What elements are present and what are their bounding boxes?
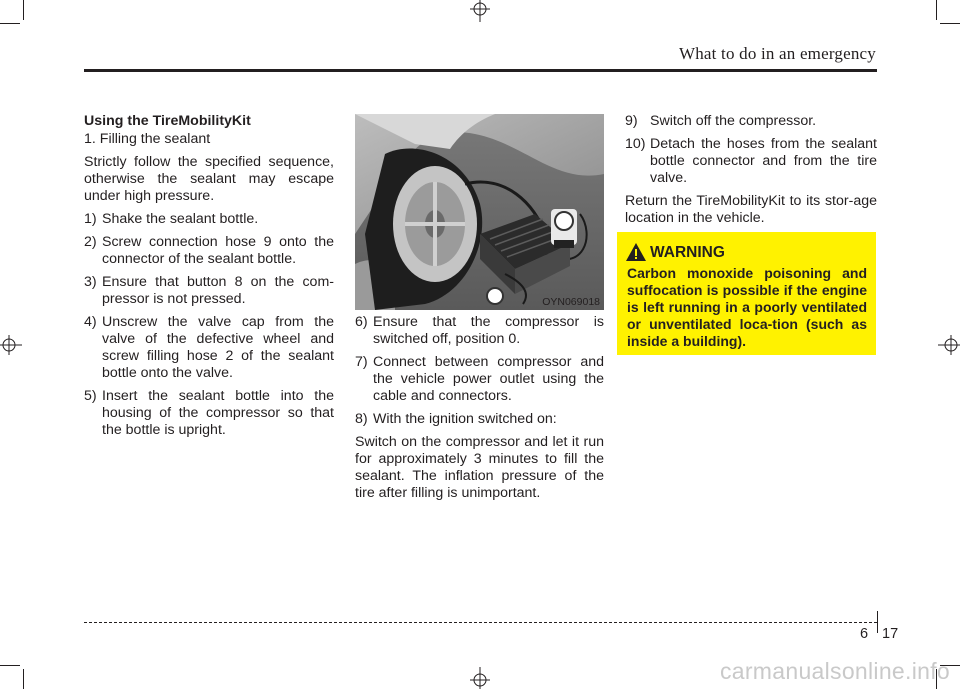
- list-number: 6): [355, 314, 368, 330]
- list-item: [625, 136, 877, 187]
- list-number: 3): [84, 274, 97, 290]
- list-number: 8): [355, 411, 368, 427]
- list-number: 9): [625, 113, 638, 129]
- page-number-divider: [877, 611, 878, 633]
- crop-mark: [23, 0, 24, 20]
- list-item: [84, 274, 334, 308]
- registration-mark-right: [938, 331, 960, 359]
- warning-box: [617, 232, 876, 355]
- subheading: 1. Filling the sealant: [84, 131, 211, 147]
- list-item: [84, 314, 334, 382]
- list-item: [355, 314, 604, 348]
- warning-triangle-icon: [625, 242, 647, 262]
- list-number: 2): [84, 234, 97, 250]
- warning-title: WARNING: [650, 244, 725, 261]
- crop-mark: [0, 665, 20, 666]
- crop-mark: [936, 0, 937, 20]
- section-title: What to do in an emergency: [678, 44, 876, 63]
- tire-mobility-kit-photo: [355, 114, 604, 310]
- list-item: [355, 411, 604, 428]
- list-item: [84, 234, 334, 268]
- crop-mark: [0, 23, 20, 24]
- registration-mark-left: [0, 331, 22, 359]
- list-item: [625, 113, 877, 130]
- figure-code: OYN069018: [542, 296, 600, 308]
- intro-paragraph: Strictly follow the specified sequence, otherwise the sealant may escape under high pressure.: [84, 154, 334, 204]
- watermark: carmanualsonline.info: [719, 658, 950, 684]
- list-number: 7): [355, 354, 368, 370]
- header-rule: [84, 69, 877, 72]
- crop-mark: [940, 23, 960, 24]
- list-text: Screw connection hose 9 onto the connector of the sealant bottle.: [102, 234, 334, 267]
- list-text: Switch off the compressor.: [650, 113, 817, 129]
- list-item: [355, 354, 604, 405]
- body-paragraph: Return the TireMobilityKit to its stor-age location in the vehicle.: [625, 193, 877, 226]
- registration-mark-top: [466, 0, 494, 22]
- page-number: 17: [882, 626, 899, 642]
- list-text: Ensure that the compressor is switched off, position 0.: [373, 314, 604, 347]
- list-number: 5): [84, 388, 97, 404]
- list-item: [84, 211, 334, 228]
- registration-mark-bottom: [466, 667, 494, 689]
- warning-text: Carbon monoxide poisoning and suffocation is possible if the engine is left running in a poorly ventilated or unventilated loca-tion (such as inside a building).: [627, 265, 867, 349]
- list-text: With the ignition switched on:: [373, 411, 557, 427]
- section-heading: Using the TireMobilityKit: [84, 113, 251, 129]
- list-text: Ensure that button 8 on the com-pressor is not pressed.: [102, 274, 334, 307]
- photo-illustration: [355, 114, 604, 310]
- list-text: Shake the sealant bottle.: [102, 211, 259, 227]
- footer-rule: [84, 622, 877, 623]
- list-text: Detach the hoses from the sealant bottle connector and from the tire valve.: [650, 136, 877, 186]
- crop-mark: [23, 669, 24, 689]
- chapter-number: 6: [860, 626, 869, 642]
- body-paragraph: Switch on the compressor and let it run for approximately 3 minutes to fill the sealant. The inflation pressure of the tire after filling is unimportant.: [355, 434, 604, 501]
- list-text: Insert the sealant bottle into the housing of the compressor so that the bottle is upright.: [102, 388, 334, 438]
- list-number: 4): [84, 314, 97, 330]
- list-item: [84, 388, 334, 439]
- list-number: 1): [84, 211, 97, 227]
- left-column: [84, 113, 334, 445]
- list-number: 10): [625, 136, 646, 152]
- right-column: [625, 113, 877, 233]
- list-text: Connect between compressor and the vehicle power outlet using the cable and connectors.: [373, 354, 604, 404]
- list-text: Unscrew the valve cap from the valve of the defective wheel and screw filling hose 2 of the sealant bottle onto the valve.: [102, 314, 334, 381]
- middle-column: [355, 314, 604, 508]
